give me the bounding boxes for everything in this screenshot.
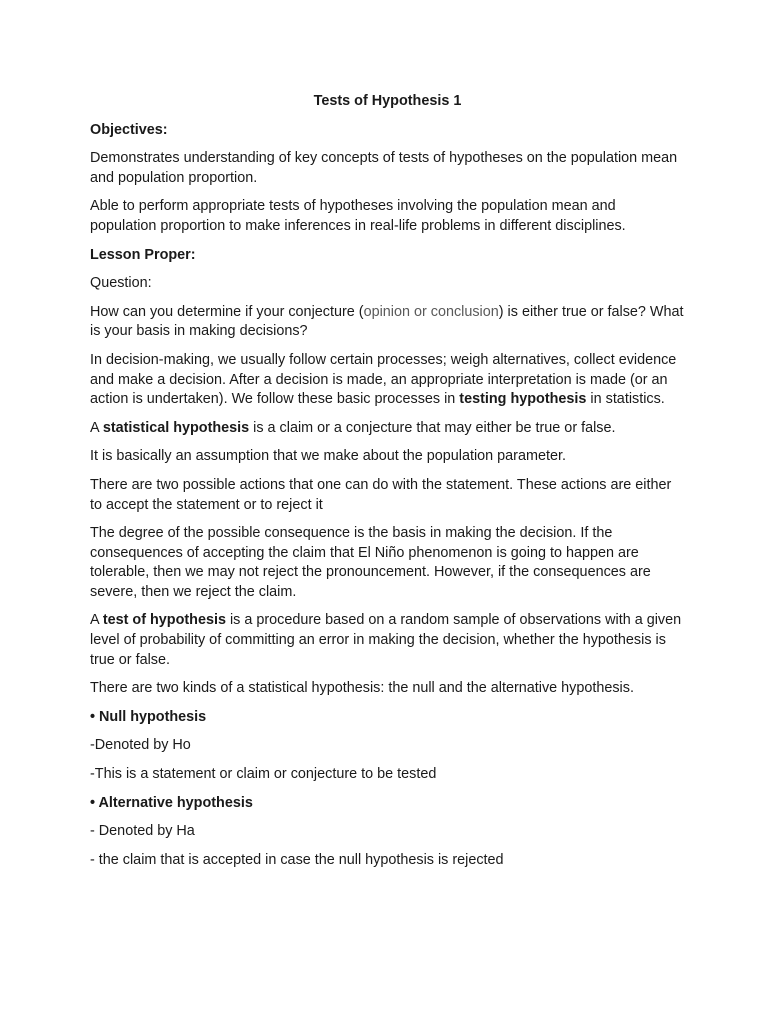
null-hypothesis-line-2: -This is a statement or claim or conjecture to be tested bbox=[90, 766, 437, 783]
document-page bbox=[90, 92, 685, 879]
lesson-heading: Lesson Proper: bbox=[90, 246, 196, 263]
kinds-paragraph: There are two kinds of a statistical hypothesis: the null and the alternative hypothesis. bbox=[90, 680, 634, 697]
assumption-paragraph: It is basically an assumption that we make about the population parameter. bbox=[90, 448, 566, 465]
stat-hyp-prefix: A bbox=[90, 419, 103, 436]
actions-paragraph: There are two possible actions that one can do with the statement. These actions are either to accept the statement or to reject it bbox=[90, 476, 672, 513]
decision-bold-term: testing hypothesis bbox=[459, 391, 587, 408]
test-of-hypothesis-paragraph bbox=[90, 611, 685, 670]
stat-hyp-rest: is a claim or a conjecture that may either be true or false. bbox=[249, 419, 616, 436]
question-text-end: ) is either true or false? What is your basis in making decisions? bbox=[90, 303, 684, 340]
test-hyp-term: test of hypothesis bbox=[102, 612, 226, 629]
alternative-hypothesis-line-1: - Denoted by Ha bbox=[90, 823, 195, 840]
test-hyp-prefix: A bbox=[90, 612, 103, 629]
question-highlight: opinion or conclusion bbox=[363, 303, 499, 320]
question-label: Question: bbox=[90, 275, 152, 292]
decision-paragraph bbox=[90, 351, 685, 410]
objective-1: Demonstrates understanding of key concepts of tests of hypotheses on the population mean and population proportion. bbox=[90, 150, 678, 186]
null-hypothesis-line-1: -Denoted by Ho bbox=[90, 737, 191, 754]
test-hyp-rest: is a procedure based on a random sample of observations with a given level of probability of committing an error in making the decision, whether the hypothesis is true or false. bbox=[90, 612, 682, 668]
objectives-heading: Objectives: bbox=[90, 121, 168, 138]
question-paragraph bbox=[90, 303, 685, 342]
statistical-hypothesis-paragraph bbox=[90, 419, 685, 439]
alternative-hypothesis-heading: • Alternative hypothesis bbox=[90, 794, 253, 811]
consequence-paragraph: The degree of the possible consequence is the basis in making the decision. If the consequences of accepting the claim that El Niño phenomenon is going to happen are tolerable, then we may not reject the pronouncement. However, if the consequences are severe, then we reject the claim. bbox=[90, 525, 651, 600]
decision-text: In decision-making, we usually follow certain processes; weigh alternatives, collect evidence and make a decision. After a decision is made, an appropriate interpretation is made (or an action is undertaken). We follow these basic processes in bbox=[90, 351, 677, 408]
null-hypothesis-heading: • Null hypothesis bbox=[90, 708, 207, 725]
stat-hyp-term: statistical hypothesis bbox=[102, 419, 250, 436]
objective-2: Able to perform appropriate tests of hypotheses involving the population mean and population proportion to make inferences in real-life problems in different disciplines. bbox=[90, 198, 626, 234]
question-text-start: How can you determine if your conjecture ( bbox=[90, 303, 364, 320]
page-title: Tests of Hypothesis 1 bbox=[313, 93, 462, 109]
alternative-hypothesis-line-2: - the claim that is accepted in case the null hypothesis is rejected bbox=[90, 851, 504, 868]
decision-tail: in statistics. bbox=[586, 391, 665, 408]
